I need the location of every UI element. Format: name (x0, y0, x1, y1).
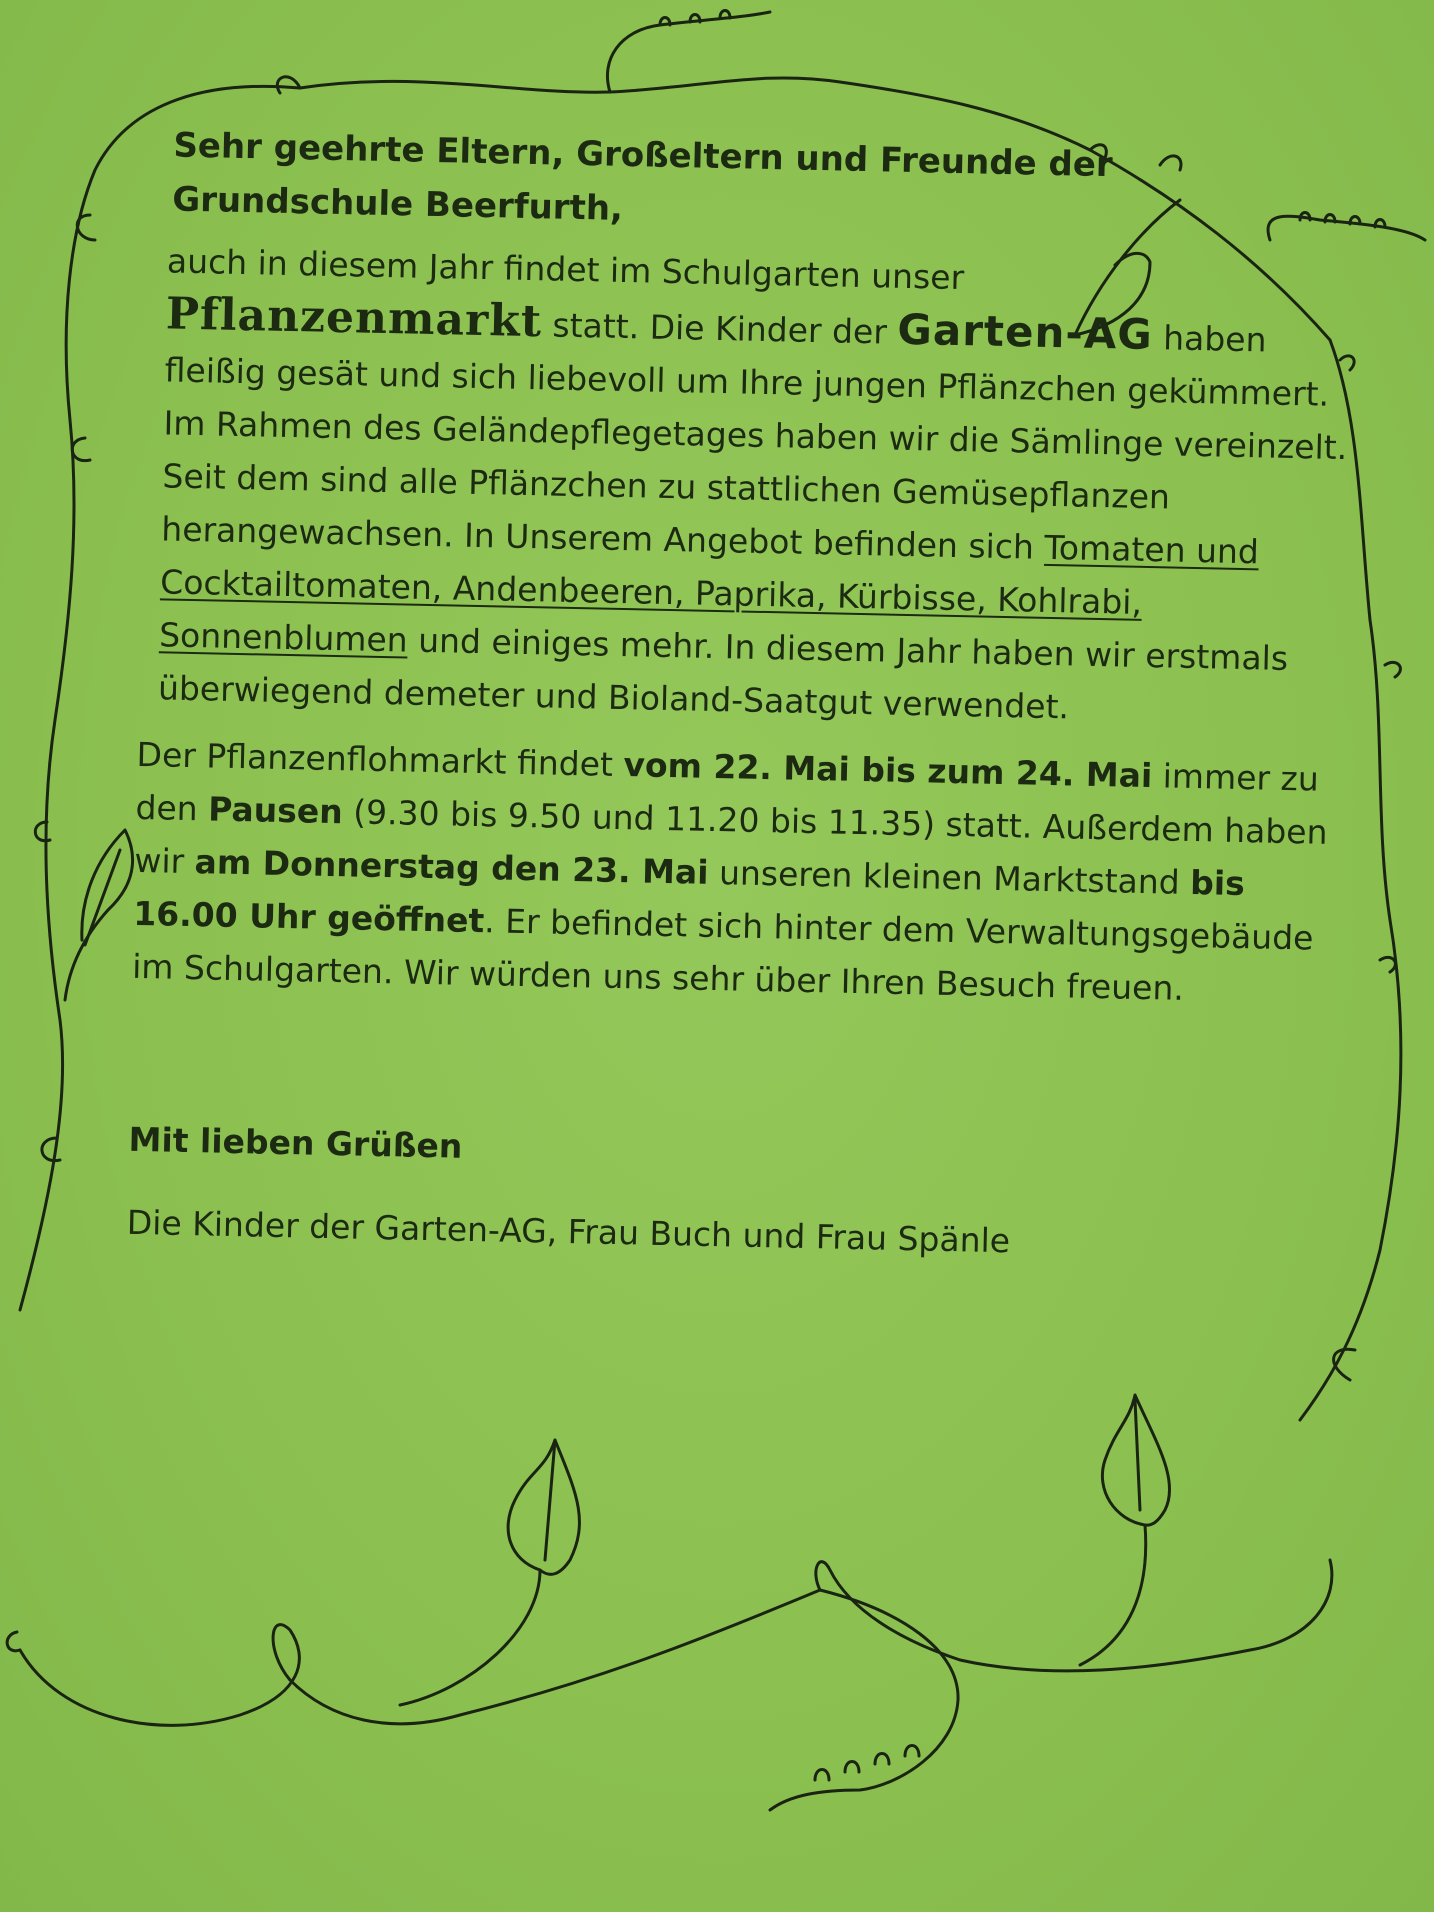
signature: Die Kinder der Garten-AG, Frau Buch und Frau Spänle (126, 1202, 1011, 1261)
thursday-date: am Donnerstag den 23. Mai (194, 842, 709, 892)
greeting-line-1: Sehr geehrte Eltern, Großeltern und Freunde der (173, 125, 1114, 186)
intro-text: auch in diesem Jahr findet im Schulgarten unser (166, 241, 965, 298)
dates-text-4: unseren kleinen Marktstand (718, 853, 1181, 902)
dates-text-5: . Er befindet sich hinter dem Verwaltungsgebäude im Schulgarten. Wir würden uns sehr über Ihren Besuch freuen. (131, 901, 1314, 1008)
offer-list: Tomaten und Cocktailtomaten, Andenbeeren, Paprika, Kürbisse, Kohlrabi, Sonnenblumen (158, 527, 1260, 660)
dates-text-1: Der Pflanzenflohmarkt findet (136, 734, 614, 784)
intro-end-text: und einiges mehr. In diesem Jahr haben wir erstmals überwiegend demeter und Bioland-Saatgut verwendet. (157, 620, 1289, 727)
group-name: Garten-AG (896, 304, 1154, 360)
closing (126, 1113, 1339, 1274)
opening-hours: bis 16.00 Uhr geöffnet (132, 862, 1246, 941)
dates-text-3: (9.30 bis 9.50 und 11.20 bis 11.35) statt. Außerdem haben wir (134, 792, 1328, 881)
intro-body-text: haben fleißig gesät und sich liebevoll um Ihre jungen Pflänzchen gekümmert. Im Rahmen des Geländepflegetages haben wir die Sämlinge vereinzelt. Seit dem sind alle Pflänzchen zu stattlichen Gemüsepflanzen herangewachsen. In Unserem Angebot befinden sich (160, 318, 1348, 567)
letter-body (126, 118, 1359, 1274)
intro-mid-text: statt. Die Kinder der (552, 305, 888, 352)
event-title: Pflanzenmarkt (165, 288, 543, 348)
pausen-label: Pausen (207, 789, 344, 832)
paragraph-intro (158, 234, 1358, 739)
greeting-line-2: Grundschule Beerfurth, (171, 179, 624, 229)
date-range: vom 22. Mai bis zum 24. Mai (623, 745, 1153, 796)
dates-text-2: immer zu den (135, 756, 1320, 829)
salutation: Mit lieben Grüßen (128, 1119, 463, 1166)
paragraph-dates (132, 728, 1347, 1018)
